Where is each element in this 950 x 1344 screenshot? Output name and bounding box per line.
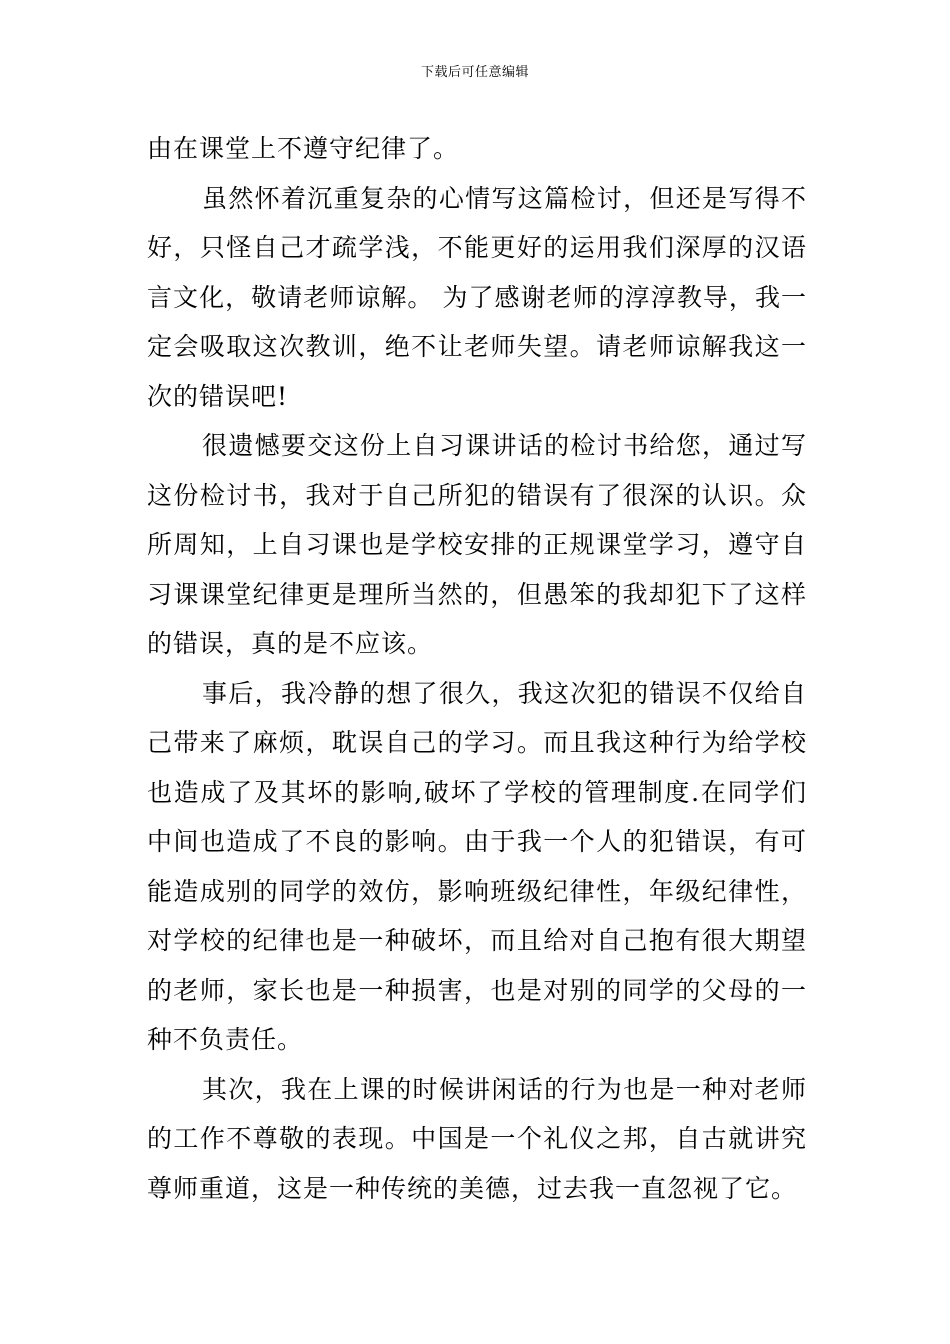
paragraph-4: 事后，我冷静的想了很久，我这次犯的错误不仅给自己带来了麻烦，耽误自己的学习。而且我这种行为给学校也造成了及其坏的影响,破坏了学校的管理制度.在同学们中间也造成了不良的影响。由于我一个人的犯错误，有可能造成别的同学的效仿，影响班级纪律性，年级纪律性，对学校的纪律也是一种破坏，而且给对自己抱有很大期望的老师，家长也是一种损害，也是对别的同学的父母的一种不负责任。 <box>147 678 807 1054</box>
paragraph-2: 虽然怀着沉重复杂的心情写这篇检讨，但还是写得不好，只怪自己才疏学浅，不能更好的运用我们深厚的汉语言文化，敬请老师谅解。 为了感谢老师的淳淳教导，我一定会吸取这次教训，绝不让老师失望。请老师谅解我这一次的错误吧! <box>147 183 807 411</box>
document-body <box>147 124 807 1213</box>
paragraph-1: 由在课堂上不遵守纪律了。 <box>147 134 460 163</box>
paragraph-3: 很遗憾要交这份上自习课讲话的检讨书给您，通过写这份检讨书，我对于自己所犯的错误有了很深的认识。众所周知，上自习课也是学校安排的正规课堂学习，遵守自习课课堂纪律更是理所当然的，但愚笨的我却犯下了这样的错误，真的是不应该。 <box>147 431 807 658</box>
page-header: 下载后可任意编辑 <box>420 65 529 80</box>
paragraph-5: 其次，我在上课的时候讲闲话的行为也是一种对老师的工作不尊敬的表现。中国是一个礼仪之邦，自古就讲究尊师重道，这是一种传统的美德，过去我一直忽视了它。 <box>147 1074 807 1203</box>
